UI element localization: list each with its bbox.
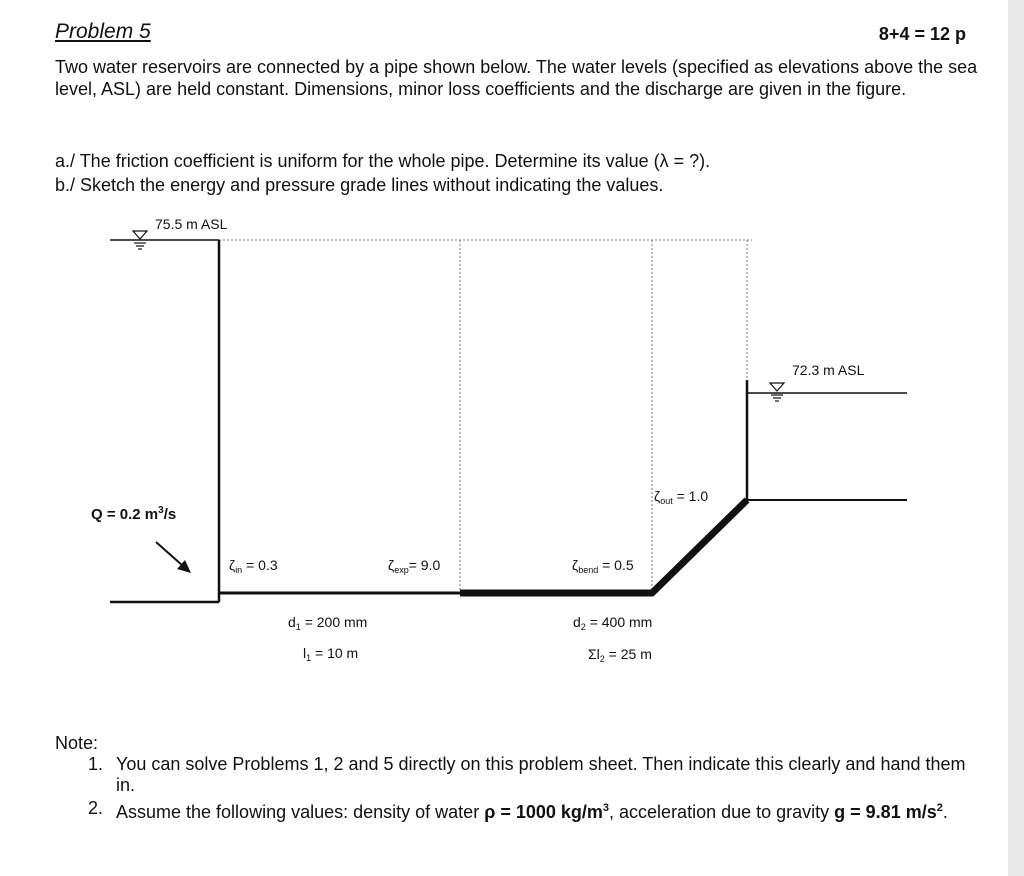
list-number: 2. [88,798,104,818]
d1-label: $d_1 = 200$ mm [288,614,368,632]
zeta-exp-label: $\zeta_{exp}= 9.0$ [388,557,441,575]
list-number: 1. [88,754,104,774]
note-text: . [942,802,948,822]
list-item [88,798,968,823]
note-list [88,754,968,825]
left-level-label: 75.5 m ASL [155,216,228,232]
left-reservoir [110,231,219,602]
zeta-bend-label: $\zeta_{bend} = 0.5$ [572,557,634,575]
note-text: Assume the following values: density of water [116,802,485,822]
right-level-label: 72.3 m ASL [792,362,865,378]
discharge-label: Q = 0.2 $m^3/s$ [91,505,177,523]
points-label: 8+4 = 12 p [878,24,966,44]
note-text: , acceleration due to gravity [609,802,835,822]
right-reservoir [747,380,907,500]
flow-arrow-icon [156,542,191,573]
list-item [88,754,968,796]
problem-title: Problem 5 [55,20,151,43]
water-level-icon [770,383,784,401]
task-a: a./ The friction coefficient is uniform for the whole pipe. Determine its value (λ = ?). [55,151,711,171]
problem-intro: Two water reservoirs are connected by a pipe shown below. The water levels (specified as elevations above the sea level, ASL) are held constant. Dimensions, minor loss coefficients and the discharge are given in the figure. [55,57,978,99]
l2-label: $\Sigma l_2 = 25$ m [588,646,652,664]
l1-label: $l_1 = 10$ m [303,645,359,663]
rho-value: ρ = 1000 $kg/m^3$ [484,802,610,822]
note-title: Note: [55,733,99,753]
d2-label: $d_2 = 400$ mm [573,614,653,632]
task-b: b./ Sketch the energy and pressure grade lines without indicating the values. [55,175,664,195]
g-value: g = 9.81 $m/s^2$ [834,802,943,822]
note-text: You can solve Problems 1, 2 and 5 directly on this problem sheet. Then indicate this clearly and hand them in. [116,754,966,795]
guide-lines [219,240,752,593]
zeta-in-label: $\zeta_{in} = 0.3$ [229,557,278,575]
pipe-2 [460,500,747,593]
zeta-out-label: $\zeta_{out} = 1.0$ [654,488,709,506]
